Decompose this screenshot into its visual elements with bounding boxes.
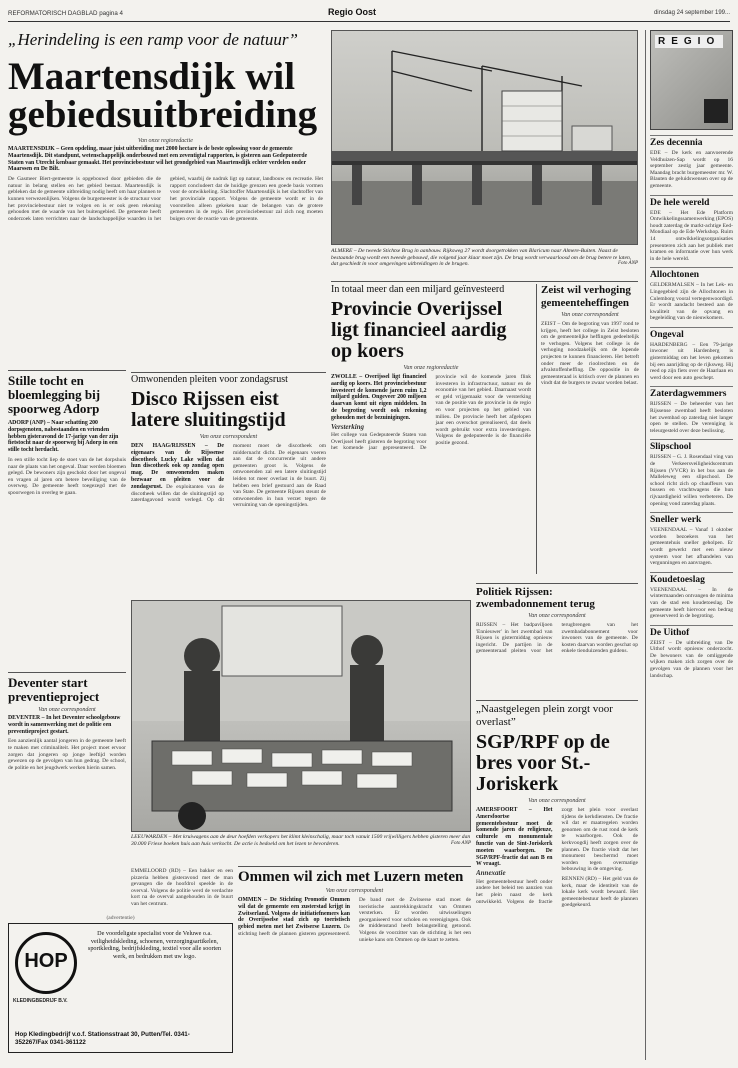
hop-logo-text: HOP: [24, 950, 68, 972]
stille-headline: Stille tocht en bloemlegging bij spoorweg Adorp: [8, 374, 101, 416]
sgp-tail: RENNEN (RD) – Het geld van de kerk, maar de identiteit van de lokale kerk wordt bewaard. Het gemeentebestuur heeft de plannen goedgekeurd.: [561, 875, 638, 909]
sidebar-news-text: GELDERMALSEN – In het Lek- en Lingegebied zijn de Allochtonen in Culemborg vooral vertegenwoordigd. Er wordt aandacht besteed aan de kwaliteit van de opvang en begeleiding van de nieuwkomers.: [650, 282, 733, 322]
sidebar-news-head: Zaterdagwemmers: [650, 386, 733, 400]
books-image: [132, 601, 471, 832]
sidebar-news-text: EDE – De kerk en aanvoerende Veldhuizen-Sap wordt op 16 september zestig jaar gemeente. Maandag bracht burgemeester mr. W. Blauten de geluidswensen over op de gemeente.: [650, 150, 733, 189]
sidebar-news-text: RIJSSEN – G. J. Rosendaal ving van de Verkeersveiligheidscentrum Rijssen (VVCR) in het bus aan de Malleleweg een slipschool. De school richt zich op chauffeurs van bussen en vrachtwagens die hun rijvaardigheid willen verbeteren. De opening vond zaterdag plaats.: [650, 454, 733, 507]
advert-label: (advertentie): [106, 915, 135, 921]
luzern-article: [238, 869, 471, 1059]
bridge-photo-credit: Foto ANP: [617, 261, 638, 267]
overijssel-lead: ZWOLLE – Overijssel ligt financieel aardig op koers. Het provinciebestuur investeert de komende jaren ruim 1,2 miljard gulden. Ongeveer 200 miljoen daarvan komt uit eigen middelen. In de begroting wordt ook rekening gehouden met de bezuinigingen.: [331, 374, 427, 421]
sgp-kicker: „Naastgelegen plein zorgt voor overlast”: [476, 703, 613, 728]
luzern-lead: OMMEN – De Stichting Promotie Ommen wil dat de gemeente een zusterstad krijgt in Zwitserland. Volgens de initiatiefnemers kan de Overijsselse stad zich op toeristisch gebied meten met het Zwitserse Luzern.: [238, 897, 350, 931]
hop-logo: [15, 932, 77, 994]
sidebar-news-item: [650, 512, 733, 567]
hop-address: Hop Kledingbedrijf v.o.f. Stationsstraat 30, Putten/Tel. 0341-352267/Fax 0341-361122: [15, 1031, 190, 1046]
paper-name: REFORMATORISCH DAGBLAD pagina 4: [8, 10, 123, 17]
page-header: [8, 6, 730, 22]
disco-body: De exploitanten van de discotheek willen dat de sluitingstijd op zaterdagavond wordt verlegd. Op dit moment moet de discotheek om middernacht dicht. De eigenaars voeren aan dat de concurrentie uit andere gemeenten groot is. Volgens de omwonenden zal een latere sluitingstijd leiden tot meer overlast in de buurt. Zij hebben een brief gestuurd aan de Raad van State. De gemeente Rijssen steunt de omwonenden in hun verzet tegen de verruiming van de openingstijden.: [131, 443, 326, 509]
politiek-byline: Van onze correspondent: [528, 613, 586, 619]
page-date: dinsdag 24 september 199...: [653, 10, 730, 16]
regio-sidebar: [645, 30, 733, 1060]
regio-logo: REGIO: [655, 35, 723, 48]
politiek-headline: Politiek Rijssen: zwembadonnement terug: [476, 586, 595, 610]
sidebar-news-item: [650, 386, 733, 434]
sidebar-news-head: De Uithof: [650, 625, 733, 639]
sidebar-news-item: [650, 439, 733, 507]
bridge-photo: [331, 30, 638, 245]
deventer-body: Een aanzienlijk aantal jongeren in de gemeente heeft te maken met criminaliteit. Het project moet ervoor zorgen dat jongeren op jonge leeftijd worden gewezen op de gevolgen van hun gedrag. De school, de politie en het jeugdwerk werken hierin samen.: [8, 738, 126, 771]
sidebar-news-head: Ongeval: [650, 327, 733, 341]
luzern-body: De stichting heeft de plannen gisteren gepresenteerd. De band met de Zwitserse stad moet de toeristische aantrekkingskracht van Ommen versterken. Er worden uitwisselingen georganiseerd voor scholen en verenigingen. Ook de middenstand heeft belangstelling getoond. Volgens de voorzitter van de stichting is het een unieke kans om Ommen op de kaart te zetten.: [238, 897, 471, 943]
sidebar-news-item: [650, 267, 733, 322]
sidebar-news-text: RIJSSEN – De beheerder van het Rijssense zwembad heeft besloten het zwembad op zaterdag niet langer open te stellen. De vereniging is teleurgesteld over deze beslissing.: [650, 401, 733, 434]
books-caption-text: LEEUWARDEN – Met kruiwagens aan de deur hoefden verkopers het klimt kleinschalig, maar toch vanuit 1500 vrijwilligers hebben gisteren meer dan 30.000 Friese boeken huis aan huis verkocht. De actie is bedoeld om het lezen te bevorderen.: [131, 834, 471, 847]
zeist-byline: Van onze correspondent: [561, 312, 619, 318]
sidebar-news-head: Slipschool: [650, 439, 733, 453]
luzern-byline: Van onze correspondent: [325, 888, 384, 894]
overijssel-body: Het college van Gedeputeerde Staten van Overijssel heeft gisteren de begroting voor het komende jaar gepresenteerd. De provincie wil de komende jaren flink investeren in infrastructuur, natuur en de economie van het gebied. Daarnaast wordt er geld vrijgemaakt voor de versterking van de positie van de provincie in de regio en voor projecten op het gebied van milieu. De provincie heeft het afgelopen jaar een overschot gerealiseerd, dat deels wordt gebruikt voor extra investeringen. Volgens de gedeputeerde is de financiële positie gezond.: [331, 374, 531, 452]
overijssel-kicker: In totaal meer dan een miljard geïnvesteerd: [331, 284, 505, 295]
advert-box: [8, 923, 233, 1053]
books-caption: [131, 834, 471, 864]
sidebar-news-item: [650, 195, 733, 263]
sidebar-news-head: De hele wereld: [650, 195, 733, 209]
top-article: [8, 30, 323, 255]
hop-text: De voordeligste specialist voor de Veluwe o.a. veiligheidskleding, schoenen, verzorgingsartikelen, sportkleding, bedrijfskleding, textiel voor alle soorten werk, en bedrukken met uw logo.: [87, 930, 222, 960]
sidebar-news-text: VEENENDAAL – In de wintermaanden ontvangen de minima van de stad een koudetoeslag. De gemeente heeft hiervoor een bedrag gereserveerd in de begroting.: [650, 586, 733, 620]
books-photo: [131, 600, 471, 832]
sgp-text: [476, 807, 638, 1060]
deventer-byline: Van onze correspondent: [38, 707, 96, 713]
stille-lead: ADORP (ANP) – Naar schatting 200 dorpsgenoten, nabestaanden en vrienden hebben gisteravond de 17-jarige van der zijn fietstocht naar de spoorweg bij Adorp in een stille tocht herdacht.: [8, 420, 119, 454]
top-kicker: „Herindeling is een ramp voor de natuur”: [8, 30, 298, 49]
stille-body: In een stille tocht liep de stoet van de het dorpshuis naar de plaats van het ongeval. Daar werden bloemen gelegd. De bewoners zijn geschokt door het ongeval en vragen al jaren om betere beveiliging van de overweg. De gemeente heeft toegezegd met de spoorwegen in overleg te gaan.: [8, 456, 126, 496]
regio-logo-mark: [704, 99, 728, 123]
books-photo-credit: Foto ANP: [450, 840, 471, 846]
zeist-body: ZEIST – Om de begroting van 1997 rond te krijgen, heeft het college in Zeist besloten om de gemeentelijke heffingen gedeeltelijk te verhogen. Volgens het college is de verhoging noodzakelijk om de lopende projecten te kunnen financieren. Het betreft onder meer de rioolrechten en de afvalstoffenheffing. De oppositie in de gemeenteraad is kritisch over de plannen en vindt dat de burgers te zwaar worden belast.: [541, 321, 639, 387]
emmeloord-brief: EMMELOORD (RD) – Een bakker en een pizzeria hebben gisteravond met de man gevangen die de hoofdrol speelde in de overval. Volgens de politie werd de verdachte kort na de overval aangehouden in de buurt van het centrum.: [131, 868, 233, 907]
sgp-headline: SGP/RPF op de bres voor St.-Joriskerk: [476, 731, 610, 795]
overijssel-byline: Van onze regioredactie: [403, 365, 459, 371]
disco-kicker: Omwonenden pleiten voor zondagsrust: [131, 374, 288, 385]
deventer-headline: Deventer start preventieproject: [8, 676, 100, 704]
disco-byline: Van onze correspondent: [199, 434, 258, 440]
sgp-body: Het gemeentebestuur heeft onder andere het beleid ten aanzien van het plein naast de kerk ontwikkeld. Volgens de fractie zorgt het plein voor overlast tijdens de kerkdiensten. De fractie wil dat er maatregelen worden genomen om de rust rond de kerk te waarborgen. Ook de kerkvoogdij heeft zorgen over de plannen. De fractie vindt dat het monument beschermd moet worden tegen overmatige bebouwing in de omgeving.: [476, 807, 638, 905]
regio-logo-box: [650, 30, 733, 130]
sidebar-news-head: Allochtonen: [650, 267, 733, 281]
sidebar-news-head: Zes decennia: [650, 135, 733, 149]
bridge-image: [332, 31, 638, 245]
luzern-headline: Ommen wil zich met Luzern meten: [238, 869, 464, 885]
deventer-lead: DEVENTER – In het Deventer schoolgebouw wordt in samenwerking met de politie een preventieproject gestart.: [8, 715, 121, 735]
sidebar-news-item: [650, 625, 733, 680]
overijssel-text: [331, 374, 531, 574]
top-headline: Maartensdijk wil gebiedsuitbreiding: [8, 55, 318, 136]
sgp-lead: AMERSFOORT – Het Amersfoortse gemeentebestuur moet de komende jaren de religieuze, culturele en monumentale functie van de Sint-Joriskerk moeten waarborgen. De SGP/RPF-fractie dat aan B en W vraagt.: [476, 807, 553, 868]
top-byline: Van onze regioredactie: [138, 138, 193, 144]
politiek-body: RIJSSEN – Het badpaviljoen 'Ennieuwer' in het zwembad van Rijssen is gistermiddag opnieuw ingericht. De partijen in de gemeenteraad pleiten voor het terugbrengen van het zwembadabonnement voor inwoners van de gemeente. De kosten daarvan worden geschat op enkele tienduizenden guldens.: [476, 622, 638, 655]
sidebar-news-list: [650, 135, 733, 679]
disco-headline: Disco Rijssen eist latere sluitingstijd: [131, 388, 286, 431]
zeist-article: [541, 284, 639, 574]
overijssel-article: [331, 284, 531, 579]
hop-advert: [8, 915, 233, 1060]
bridge-caption: [331, 248, 638, 278]
sgp-subhead: Annexatie: [476, 869, 506, 878]
disco-article: [131, 374, 326, 604]
disco-lead: DEN HAAG/RIJSSEN – De eigenaars van de Rijssense discotheek Lucky Lake willen dat hun discotheek ook op zondag open mag. De omwonenden maken bezwaar en pleiten voor de zondagsrust.: [131, 443, 224, 490]
sidebar-news-text: VEENENDAAL – Vanaf 1 oktober worden bezoekers van het gemeentehuis sneller geholpen. Er wordt gewerkt met een nieuw systeem voor het afhandelen van vergunningen en aanvragen.: [650, 527, 733, 567]
overijssel-subhead: Versterking: [331, 422, 365, 431]
top-lead: MAARTENSDIJK – Geen opdeling, maar juist uitbreiding met 2000 hectare is de beste oplossing voor de gemeente Maartensdijk. Dit standpunt, wetenschappelijk onderbouwd met een zeventigtal rapporten, is gisteren aan Gedeputeerde Staten van Utrecht kenbaar gemaakt. Het provinciebestuur wil het grondgebied van Maartensdijk echter verdelen onder Maarssen en De Bilt.: [8, 146, 308, 173]
politiek-article: [476, 586, 638, 696]
sidebar-news-text: EDE – Het Ede Platform Ontwikkelingssamenwerking (EPOS) houdt zaterdag de markt-achtige Eed-Mondiaal op de Ede Werkshop. Ruim 14 ontwikkelingsorganisaties presenteren zich aan het publiek met kramen en informatie over hun werk in de hele wereld.: [650, 209, 733, 262]
luzern-text: [238, 897, 471, 1047]
section-title: Regio Oost: [328, 7, 377, 17]
disco-text: [131, 443, 326, 588]
deventer-article: [8, 676, 126, 906]
sidebar-news-text: HARDENBERG – Een 79-jarige inwoner uit Hardenberg is gistermiddag om het leven gekomen bij een aanrijding op de rijksweg. Hij reed op zijn fiets over de Haarlaan en werd door een auto geschept.: [650, 341, 733, 381]
sidebar-news-text: ZEIST – De uitbreiding van De Uithof wordt opnieuw onderzocht. De bewoners van de omliggende wijken maken zich zorgen over de gevolgen van de plannen voor het landschap.: [650, 639, 733, 679]
sidebar-news-head: Sneller werk: [650, 512, 733, 526]
hop-tagline: KLEDINGBEDRIJF B.V.: [13, 998, 68, 1004]
zeist-headline: Zeist wil verhoging gemeenteheffingen: [541, 284, 631, 309]
bridge-caption-text: ALMERE – De tweede Stichtse Brug in aanbouw. Rijksweg 27 wordt doorgetrokken van Blaricum naar Almere-Buiten. Naast de bestaande brug wordt een tweede gebouwd, die volgend jaar klaar moet zijn. De brug wordt verwaarloosd om de brug betere te laten, dat geschiedt in voor omgevingen uitbreidingen in de brugen.: [331, 248, 632, 268]
top-body: De Gasmeer Biert-gemeente is opgebouwd door gebieden die de natuur in belang stellen en het gebied bestaat. Maartensdijk is gebleken dat de gemeente uitbreiding nodig heeft om haar plannen te kunnen verwezenlijken. Volgens de burgemeester is de structuur voor het provinciebestuur niet te volgen en is er ook geen rekening gehouden met de waarde van het buitengebied. De gemeente heeft onderzoek laten verrichten naar de landschappelijke waarden in het gebied, waarbij de nadruk ligt op natuur, landbouw en recreatie. Het rapport concludeert dat de huidige grenzen een goede basis vormen voor de ontwikkeling. Slachtoffer Maartensdijk is het slachtoffer van het provinciale rapport. Volgens de gemeente wordt er in de voorstellen alleen gekeken naar de belangen van de grotere gemeenten in de regio. Het provinciebestuur zal zich nog moeten buigen over de reactie van de gemeente.: [8, 176, 323, 222]
sidebar-news-item: [650, 135, 733, 190]
sgp-byline: Van onze correspondent: [528, 798, 586, 804]
sidebar-news-head: Koudetoeslag: [650, 572, 733, 586]
sidebar-news-item: [650, 572, 733, 620]
stille-tocht-article: [8, 374, 126, 614]
sidebar-news-item: [650, 327, 733, 382]
sgp-article: [476, 703, 638, 1060]
overijssel-headline: Provincie Overijssel ligt financieel aardig op koers: [331, 298, 507, 362]
